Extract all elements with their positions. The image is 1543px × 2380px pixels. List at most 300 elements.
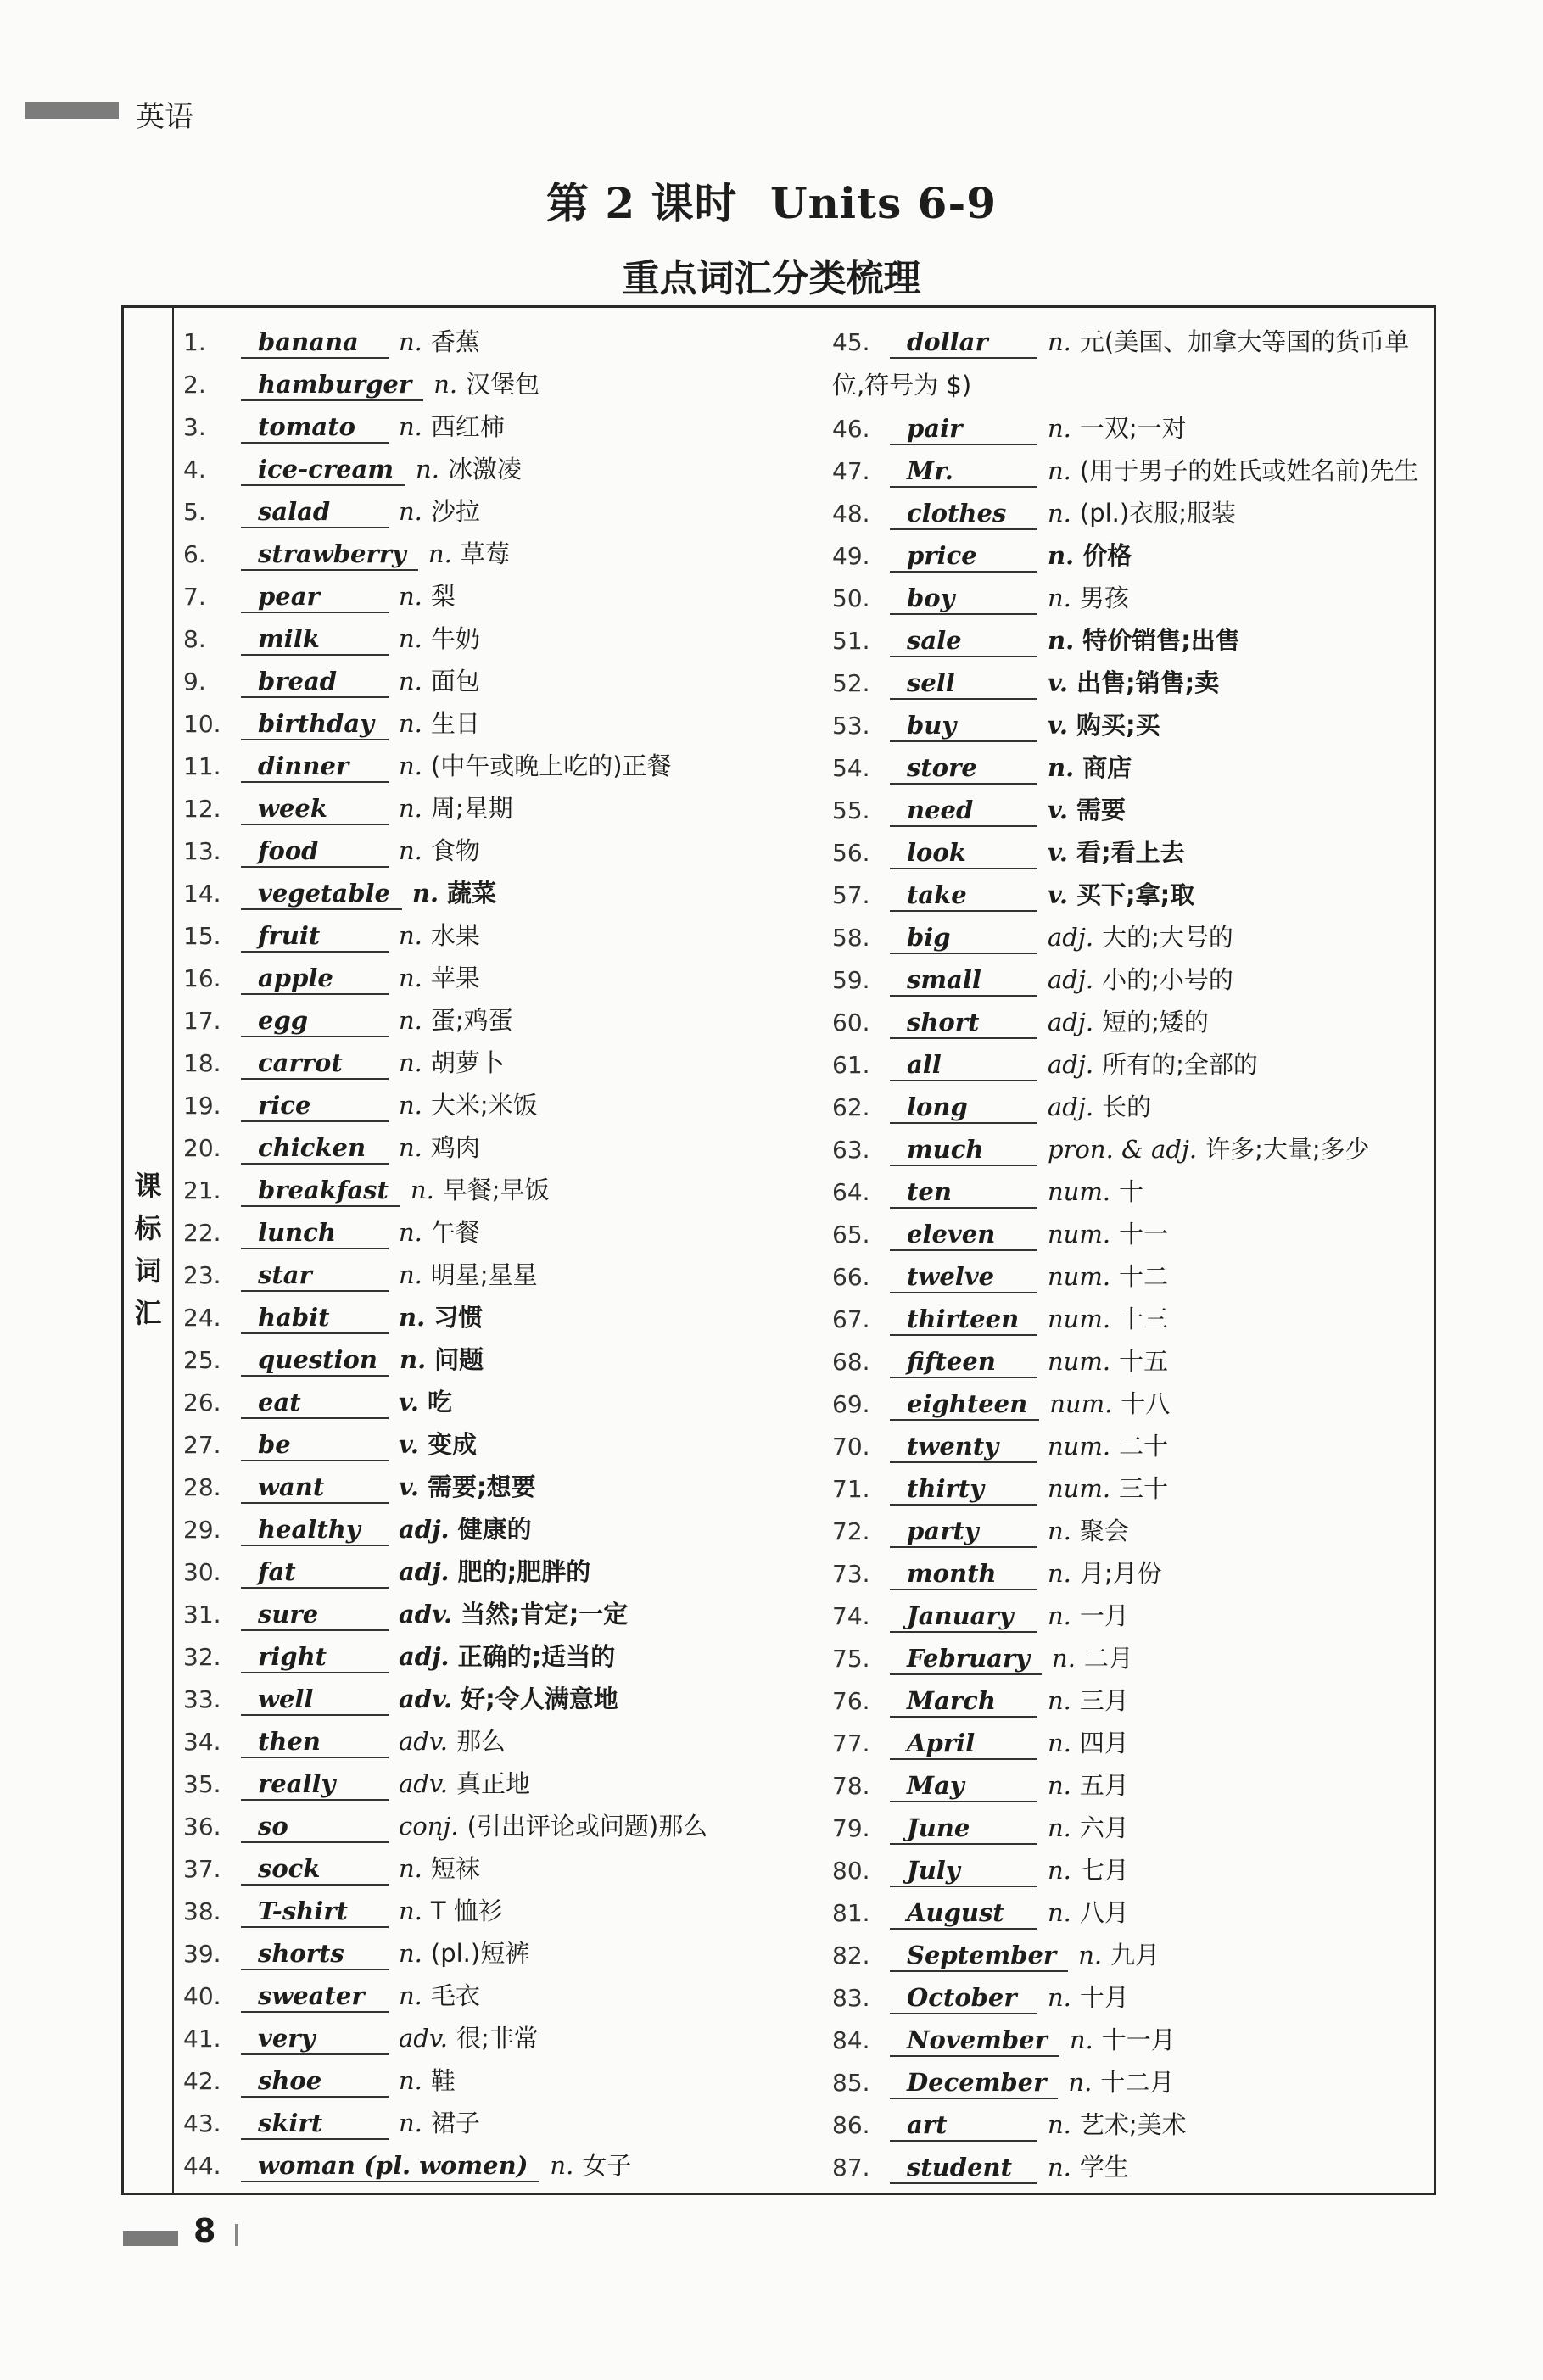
entry-part-of-speech: num. — [1048, 1262, 1111, 1291]
entry-number: 83. — [832, 1984, 870, 2012]
entry-number: 13. — [183, 837, 221, 865]
vocabulary-entry — [832, 1086, 1426, 1128]
entry-word: rice — [241, 1090, 389, 1122]
entry-meaning: 三月 — [1079, 1686, 1129, 1715]
entry-meaning: 七月 — [1079, 1856, 1129, 1885]
entry-number: 16. — [183, 964, 221, 992]
entry-meaning: 小的;小号的 — [1102, 965, 1233, 994]
entry-word: so — [241, 1811, 389, 1843]
entry-meaning: (pl.)衣服;服装 — [1079, 499, 1236, 528]
entry-word: January — [890, 1601, 1037, 1633]
entry-part-of-speech: num. — [1048, 1305, 1111, 1333]
vocabulary-entry — [832, 1128, 1426, 1170]
entry-part-of-speech: n. — [410, 1176, 434, 1204]
entry-number: 5. — [183, 498, 206, 526]
vocabulary-entry — [832, 1425, 1426, 1467]
entry-number: 3. — [183, 413, 206, 441]
entry-meaning: 六月 — [1079, 1813, 1129, 1842]
vocabulary-entry — [832, 1679, 1426, 1722]
entry-part-of-speech: n. — [399, 1006, 422, 1035]
entry-part-of-speech: n. — [399, 1218, 422, 1247]
entry-number: 55. — [832, 796, 870, 824]
header-bar — [25, 102, 119, 119]
vocabulary-entry — [832, 321, 1426, 407]
vocabulary-frame — [121, 305, 1436, 2195]
entry-word: birthday — [241, 708, 389, 740]
entry-meaning: 学生 — [1079, 2153, 1129, 2182]
entry-number: 8. — [183, 625, 206, 653]
vocabulary-entry — [183, 1847, 760, 1890]
vocabulary-entry — [832, 1383, 1426, 1425]
entry-word: woman (pl. women) — [241, 2150, 539, 2182]
entry-part-of-speech: n. — [399, 1939, 422, 1968]
entry-meaning: 周;星期 — [430, 794, 513, 823]
entry-word: clothes — [890, 498, 1037, 530]
entry-number: 85. — [832, 2069, 870, 2097]
side-label — [124, 1165, 172, 1334]
entry-number: 11. — [183, 752, 221, 780]
entry-number: 81. — [832, 1899, 870, 1927]
vocabulary-entry — [832, 704, 1426, 746]
entry-part-of-speech: n. — [399, 412, 422, 441]
entry-part-of-speech: n. — [1048, 626, 1075, 655]
entry-part-of-speech: n. — [1048, 499, 1071, 528]
entry-part-of-speech: adv. — [399, 1769, 449, 1798]
entry-meaning: 很;非常 — [456, 2024, 539, 2053]
entry-word: thirteen — [890, 1304, 1037, 1336]
entry-part-of-speech: n. — [399, 836, 422, 865]
entry-word: student — [890, 2152, 1037, 2184]
entry-number: 38. — [183, 1897, 221, 1925]
entry-word: buy — [890, 710, 1037, 742]
entry-meaning: (引出评论或问题)那么 — [467, 1812, 708, 1841]
entry-number: 44. — [183, 2152, 221, 2180]
vocabulary-entry — [832, 874, 1426, 916]
entry-part-of-speech: n. — [1048, 414, 1071, 443]
entry-number: 71. — [832, 1475, 870, 1503]
vocabulary-entry — [832, 407, 1426, 450]
entry-number: 82. — [832, 1941, 870, 1969]
vocabulary-entry — [832, 1637, 1426, 1679]
vocabulary-entry — [832, 1722, 1426, 1764]
entry-number: 49. — [832, 542, 870, 570]
entry-part-of-speech: num. — [1048, 1474, 1111, 1503]
entry-meaning: 好;令人满意地 — [461, 1684, 618, 1713]
entry-word: skirt — [241, 2108, 389, 2140]
entry-meaning: 蛋;鸡蛋 — [430, 1006, 513, 1035]
entry-word: price — [890, 540, 1037, 573]
entry-number: 25. — [183, 1346, 221, 1374]
entry-meaning: 那么 — [456, 1727, 506, 1756]
entry-word: be — [241, 1429, 389, 1461]
vocabulary-entry — [183, 787, 760, 830]
entry-part-of-speech: v. — [1048, 838, 1069, 867]
entry-word: thirty — [890, 1473, 1037, 1506]
entry-word: pair — [890, 413, 1037, 445]
entry-number: 47. — [832, 457, 870, 485]
vocabulary-entry — [183, 1169, 760, 1211]
entry-word: November — [890, 2025, 1059, 2057]
entry-word: need — [890, 795, 1037, 827]
entry-word: very — [241, 2023, 389, 2055]
entry-meaning: 特价销售;出售 — [1082, 626, 1240, 655]
entry-number: 45. — [832, 328, 870, 356]
entry-number: 12. — [183, 795, 221, 823]
footer-tick — [235, 2224, 238, 2246]
vocabulary-entry — [832, 1170, 1426, 1213]
entry-word: sell — [890, 668, 1037, 700]
vocabulary-entry — [832, 619, 1426, 662]
entry-number: 56. — [832, 839, 870, 867]
entry-part-of-speech: v. — [399, 1430, 420, 1459]
entry-word: egg — [241, 1005, 389, 1037]
page-number: 8 — [193, 2212, 216, 2249]
entry-part-of-speech: n. — [399, 1133, 422, 1162]
vocabulary-entry — [832, 746, 1426, 789]
vocabulary-entry — [183, 1805, 760, 1847]
entry-number: 77. — [832, 1729, 870, 1757]
entry-meaning: 吃 — [428, 1388, 453, 1416]
entry-word: May — [890, 1770, 1037, 1802]
entry-number: 18. — [183, 1049, 221, 1077]
entry-number: 64. — [832, 1178, 870, 1206]
vocabulary-entry — [183, 617, 760, 660]
vocabulary-entry — [183, 533, 760, 575]
vocabulary-entry — [183, 1042, 760, 1084]
entry-part-of-speech: adj. — [399, 1557, 450, 1586]
entry-part-of-speech: n. — [1048, 1729, 1071, 1757]
entry-number: 40. — [183, 1982, 221, 2010]
entry-word: dinner — [241, 751, 389, 783]
vocabulary-entry — [183, 1211, 760, 1254]
entry-word: well — [241, 1684, 389, 1716]
vocabulary-entry — [183, 660, 760, 702]
entry-word: sock — [241, 1853, 389, 1886]
entry-meaning: 许多;大量;多少 — [1205, 1135, 1370, 1164]
entry-meaning: 草莓 — [460, 539, 510, 568]
entry-part-of-speech: n. — [399, 794, 422, 823]
entry-part-of-speech: n. — [1048, 1601, 1071, 1630]
entry-number: 34. — [183, 1728, 221, 1756]
entry-meaning: 十五 — [1119, 1347, 1169, 1376]
entry-meaning: 十二月 — [1100, 2068, 1175, 2097]
entry-part-of-speech: adj. — [399, 1515, 450, 1544]
vocabulary-entry — [183, 1763, 760, 1805]
vocabulary-entry — [832, 492, 1426, 534]
entry-meaning: 西红柿 — [430, 412, 505, 441]
vocabulary-entry — [832, 450, 1426, 492]
entry-number: 59. — [832, 966, 870, 994]
entry-word: chicken — [241, 1132, 389, 1165]
entry-word: store — [890, 752, 1037, 785]
entry-meaning: 问题 — [434, 1345, 484, 1374]
entry-word: month — [890, 1558, 1037, 1590]
entry-word: twenty — [890, 1431, 1037, 1463]
entry-number: 43. — [183, 2109, 221, 2137]
entry-part-of-speech: n. — [1078, 1941, 1103, 1969]
vocabulary-entry — [832, 831, 1426, 874]
entry-part-of-speech: n. — [399, 327, 422, 356]
entry-part-of-speech: n. — [399, 2109, 422, 2137]
vocabulary-entry — [832, 2019, 1426, 2061]
entry-word: vegetable — [241, 878, 402, 910]
entry-number: 19. — [183, 1092, 221, 1120]
entry-part-of-speech: v. — [399, 1388, 420, 1416]
entry-meaning: 一双;一对 — [1079, 414, 1187, 443]
vocabulary-entry — [832, 1976, 1426, 2019]
entry-part-of-speech: v. — [1048, 796, 1069, 824]
entry-word: party — [890, 1516, 1037, 1548]
entry-part-of-speech: v. — [1048, 711, 1069, 740]
entry-part-of-speech: v. — [399, 1472, 420, 1501]
vocabulary-entry — [832, 1298, 1426, 1340]
entry-number: 80. — [832, 1857, 870, 1885]
vocabulary-entry — [183, 1254, 760, 1296]
vocabulary-entry — [832, 662, 1426, 704]
entry-number: 70. — [832, 1433, 870, 1461]
vocabulary-entry — [183, 1550, 760, 1593]
entry-part-of-speech: adj. — [1048, 1092, 1094, 1121]
vocabulary-entry — [183, 2102, 760, 2144]
entry-number: 41. — [183, 2025, 221, 2053]
entry-word: healthy — [241, 1514, 389, 1546]
entry-part-of-speech: num. — [1048, 1177, 1111, 1206]
entry-meaning: T 恤衫 — [430, 1897, 503, 1925]
header-subject: 英语 — [136, 100, 193, 134]
entry-number: 87. — [832, 2154, 870, 2182]
entry-number: 14. — [183, 880, 221, 908]
entry-meaning: 鸡肉 — [430, 1133, 480, 1162]
entry-meaning: 沙拉 — [430, 497, 480, 526]
vocabulary-entry — [183, 745, 760, 787]
entry-part-of-speech: n. — [399, 667, 422, 696]
vocabulary-entry — [183, 321, 760, 363]
entry-meaning: 汉堡包 — [466, 370, 540, 399]
entry-meaning: 冰激凌 — [447, 455, 522, 483]
entry-word: eighteen — [890, 1388, 1039, 1421]
entry-part-of-speech: n. — [1048, 456, 1071, 485]
entry-meaning: 当然;肯定;一定 — [461, 1600, 629, 1629]
entry-word: want — [241, 1472, 389, 1504]
vocabulary-entry — [183, 1975, 760, 2017]
entry-part-of-speech: n. — [1048, 327, 1071, 356]
entry-meaning: 购买;买 — [1076, 711, 1160, 740]
entry-part-of-speech: n. — [1048, 1898, 1071, 1927]
entry-word: June — [890, 1813, 1037, 1845]
entry-part-of-speech: n. — [416, 455, 439, 483]
entry-word: March — [890, 1685, 1037, 1718]
entry-number: 62. — [832, 1093, 870, 1121]
entry-meaning: (pl.)短裤 — [430, 1939, 530, 1968]
side-label-char: 汇 — [134, 1297, 162, 1329]
entry-number: 78. — [832, 1772, 870, 1800]
entry-part-of-speech: n. — [399, 497, 422, 526]
entry-word: December — [890, 2067, 1058, 2099]
entry-word: much — [890, 1134, 1037, 1166]
entry-word: sale — [890, 625, 1037, 657]
vocabulary-entry — [832, 1595, 1426, 1637]
entry-part-of-speech: n. — [399, 1345, 427, 1374]
entry-part-of-speech: n. — [399, 1897, 422, 1925]
entry-number: 54. — [832, 754, 870, 782]
entry-number: 52. — [832, 669, 870, 697]
entry-word: all — [890, 1049, 1037, 1081]
entry-meaning: 水果 — [430, 921, 480, 950]
entry-word: breakfast — [241, 1175, 400, 1207]
vocabulary-entry — [183, 1890, 760, 1932]
entry-word: strawberry — [241, 539, 418, 571]
vocabulary-entry — [832, 1467, 1426, 1510]
entry-word: dollar — [890, 327, 1037, 359]
entry-number: 76. — [832, 1687, 870, 1715]
vocabulary-entry — [183, 1381, 760, 1423]
entry-meaning: 十二 — [1119, 1262, 1169, 1291]
vocabulary-entry — [832, 1213, 1426, 1255]
entry-word: April — [890, 1728, 1037, 1760]
vocabulary-entry — [183, 2059, 760, 2102]
vocabulary-entry — [183, 1084, 760, 1126]
entry-number: 21. — [183, 1176, 221, 1204]
entry-number: 60. — [832, 1008, 870, 1036]
entry-word: twelve — [890, 1261, 1037, 1293]
entry-meaning: 买下;拿;取 — [1076, 880, 1195, 909]
entry-part-of-speech: adv. — [399, 1600, 453, 1629]
entry-part-of-speech: adv. — [399, 2024, 449, 2053]
vocabulary-entry — [183, 1635, 760, 1678]
entry-number: 29. — [183, 1516, 221, 1544]
vocabulary-entry — [183, 872, 760, 914]
entry-part-of-speech: n. — [399, 1048, 422, 1077]
entry-word: fifteen — [890, 1346, 1037, 1378]
entry-meaning: 午餐 — [430, 1218, 480, 1247]
vocabulary-entry — [183, 999, 760, 1042]
entry-word: T-shirt — [241, 1896, 389, 1928]
entry-meaning: 裙子 — [430, 2109, 480, 2137]
vocabulary-entry — [832, 916, 1426, 958]
entry-meaning: 真正地 — [456, 1769, 531, 1798]
entry-part-of-speech: n. — [1048, 1686, 1071, 1715]
entry-word: August — [890, 1897, 1037, 1930]
vocabulary-entry — [183, 1126, 760, 1169]
entry-meaning: 出售;销售;卖 — [1076, 668, 1220, 697]
entry-number: 53. — [832, 712, 870, 740]
entry-meaning: (用于男子的姓氏或姓名前)先生 — [1079, 456, 1419, 485]
entry-meaning: 女子 — [582, 2151, 632, 2180]
vocabulary-entry — [183, 957, 760, 999]
entry-word: art — [890, 2109, 1037, 2142]
entry-meaning: 大米;米饭 — [430, 1091, 538, 1120]
entry-part-of-speech: adj. — [399, 1642, 450, 1671]
entry-meaning: 长的 — [1102, 1092, 1152, 1121]
entry-number: 79. — [832, 1814, 870, 1842]
entry-number: 66. — [832, 1263, 870, 1291]
vocabulary-entry — [832, 1510, 1426, 1552]
entry-number: 7. — [183, 583, 206, 611]
vocabulary-entry — [183, 1423, 760, 1466]
entry-number: 74. — [832, 1602, 870, 1630]
entry-meaning: 十八 — [1121, 1389, 1171, 1418]
entry-number: 86. — [832, 2111, 870, 2139]
entry-part-of-speech: pron. & adj. — [1048, 1135, 1198, 1164]
entry-meaning: 十月 — [1079, 1983, 1129, 2012]
entry-number: 51. — [832, 627, 870, 655]
entry-part-of-speech: n. — [399, 1091, 422, 1120]
entry-part-of-speech: adv. — [399, 1684, 453, 1713]
entry-number: 63. — [832, 1136, 870, 1164]
entry-meaning: 五月 — [1079, 1771, 1129, 1800]
entry-number: 24. — [183, 1304, 221, 1332]
vocabulary-entry — [832, 1807, 1426, 1849]
entry-number: 32. — [183, 1643, 221, 1671]
entry-word: long — [890, 1092, 1037, 1124]
entry-meaning: 牛奶 — [430, 624, 480, 653]
vocabulary-entry — [832, 789, 1426, 831]
entry-number: 69. — [832, 1390, 870, 1418]
entry-meaning: 生日 — [430, 709, 480, 738]
entry-meaning: 面包 — [430, 667, 480, 696]
entry-meaning: 二月 — [1083, 1644, 1133, 1673]
entry-word: sweater — [241, 1981, 389, 2013]
entry-part-of-speech: n. — [1048, 2153, 1071, 2182]
entry-number: 72. — [832, 1517, 870, 1545]
entry-meaning: 早餐;早饭 — [442, 1176, 550, 1204]
entry-part-of-speech: n. — [399, 709, 422, 738]
entry-number: 33. — [183, 1685, 221, 1713]
entry-meaning: 一月 — [1079, 1601, 1129, 1630]
entry-number: 37. — [183, 1855, 221, 1883]
entry-word: sure — [241, 1599, 389, 1631]
vocabulary-entry — [183, 1593, 760, 1635]
entry-number: 46. — [832, 415, 870, 443]
entry-meaning: 十一月 — [1101, 2025, 1176, 2054]
entry-word: shorts — [241, 1938, 389, 1970]
entry-part-of-speech: n. — [1052, 1644, 1076, 1673]
entry-word: eleven — [890, 1219, 1037, 1251]
entry-meaning: 短袜 — [430, 1854, 480, 1883]
entry-number: 30. — [183, 1558, 221, 1586]
entry-meaning: 需要;想要 — [428, 1472, 536, 1501]
entry-number: 22. — [183, 1219, 221, 1247]
vocabulary-entry — [183, 405, 760, 448]
entry-word: short — [890, 1007, 1037, 1039]
entry-part-of-speech: n. — [411, 879, 439, 908]
entry-word: bread — [241, 666, 389, 698]
vocabulary-entry — [832, 1340, 1426, 1383]
entry-number: 28. — [183, 1473, 221, 1501]
entry-meaning: 大的;大号的 — [1102, 923, 1233, 952]
entry-number: 27. — [183, 1431, 221, 1459]
entry-word: right — [241, 1641, 389, 1673]
vocabulary-entry — [832, 2061, 1426, 2103]
entry-part-of-speech: v. — [1048, 668, 1069, 697]
entry-meaning: 十 — [1119, 1177, 1144, 1206]
entry-meaning: 肥的;肥胖的 — [457, 1557, 591, 1586]
entry-number: 1. — [183, 328, 206, 356]
entry-meaning: 聚会 — [1079, 1517, 1129, 1545]
vocabulary-entry — [183, 363, 760, 405]
entry-part-of-speech: n. — [1068, 2068, 1093, 2097]
entry-meaning: 蔬菜 — [447, 879, 497, 908]
entry-word: Mr. — [890, 455, 1037, 488]
entry-number: 36. — [183, 1813, 221, 1841]
entry-number: 39. — [183, 1940, 221, 1968]
entry-meaning: 十三 — [1119, 1305, 1169, 1333]
entry-part-of-speech: n. — [1048, 541, 1075, 570]
vocabulary-entry — [832, 1043, 1426, 1086]
vocabulary-entry — [183, 1466, 760, 1508]
entry-part-of-speech: n. — [399, 1260, 422, 1289]
entry-meaning: 梨 — [430, 582, 456, 611]
